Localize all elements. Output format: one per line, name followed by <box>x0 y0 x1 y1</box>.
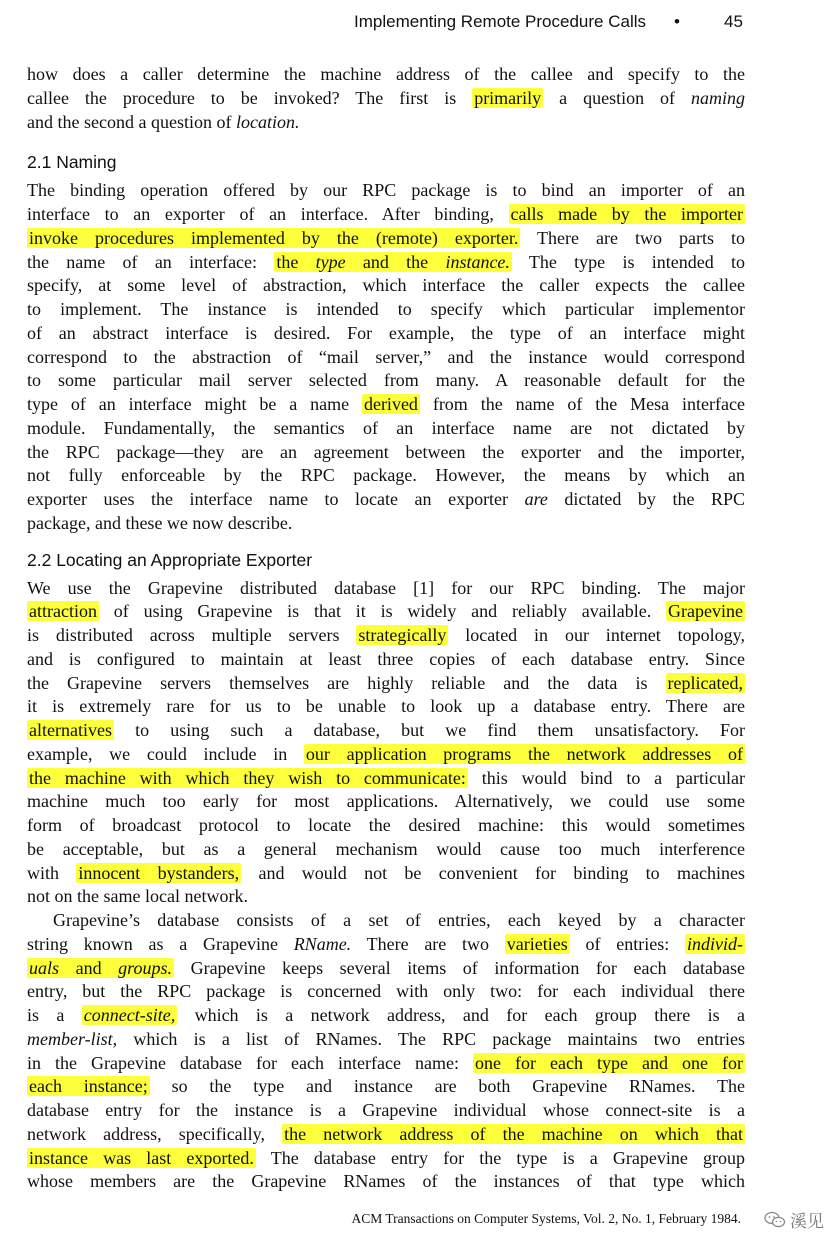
text-run: the <box>276 251 316 272</box>
text-line <box>27 957 745 981</box>
intro-paragraph <box>27 63 745 134</box>
text-run: There are two <box>351 933 505 954</box>
text-line <box>27 1004 745 1028</box>
text-run: with <box>27 862 77 883</box>
text-run: network address, specifically, <box>27 1123 283 1144</box>
text-line <box>27 417 745 441</box>
text-line <box>27 1147 745 1171</box>
text-line <box>27 885 745 909</box>
text-line <box>27 767 745 791</box>
text-run: whose members are the Grapevine RNames of the instances of that type which <box>27 1171 745 1192</box>
text-run: so the type and instance are both Grapevine RNames. The <box>149 1076 745 1097</box>
text-run: The binding operation offered by our RPC package is to bind an importer of an <box>27 180 745 201</box>
text-line <box>27 600 745 624</box>
highlight <box>27 958 174 978</box>
text-line <box>27 933 745 957</box>
text-run: exporter uses the interface name to locate an exporter <box>27 489 525 509</box>
text-line <box>27 251 745 275</box>
text-run: in the Grapevine database for each interface name: <box>27 1052 473 1073</box>
text-run: of an abstract interface is desired. For example, the type of an interface might <box>27 322 745 343</box>
text-run: type of an interface might be a name <box>27 394 362 414</box>
text-run: machine much too early for most applications. Alternatively, we could use some <box>27 791 745 812</box>
text-run: located in our internet topology, <box>448 625 745 645</box>
text-run: specify, at some level of abstraction, which interface the caller expects the callee <box>27 275 745 296</box>
text-line <box>27 1052 745 1076</box>
text-run: a question of <box>543 87 691 108</box>
page-body <box>27 63 745 1194</box>
text-run: and is configured to maintain at least three copies of each database entry. Since <box>27 648 745 669</box>
text-line <box>27 648 745 672</box>
text-run: it is extremely rare for us to be unable to look up a database entry. There are <box>27 696 745 717</box>
text-line <box>27 464 745 488</box>
running-title: Implementing Remote Procedure Calls <box>354 12 646 31</box>
text-line <box>27 488 745 512</box>
highlight: instance was last exported. <box>29 1147 254 1168</box>
text-run: to using such a database, but we find them unsatisfactory. For <box>113 720 745 740</box>
text-run: Grapevine keeps several items of information for each database <box>174 957 745 978</box>
italic-text: location. <box>235 111 300 132</box>
highlight: the machine with which they wish to communicate: <box>29 767 466 788</box>
text-run: not on the same local network. <box>27 886 248 907</box>
text-run: interface to an exporter of an interface. After binding, <box>27 204 509 224</box>
text-run: the Grapevine servers themselves are highly reliable and the data is <box>27 672 666 693</box>
text-run: There are two parts to <box>520 227 745 248</box>
text-line <box>27 441 745 465</box>
text-line <box>27 814 745 838</box>
text-run: and would not be convenient for binding to machines <box>241 862 745 883</box>
text-run: to some particular mail server selected from many. A reasonable default for the <box>27 370 745 391</box>
section-heading-naming: 2.1 Naming <box>27 152 117 173</box>
text-line <box>27 1028 745 1052</box>
text-run: is distributed across multiple servers <box>27 625 357 645</box>
text-line <box>27 624 745 648</box>
text-run: Grapevine’s database consists of a set of entries, each keyed by a character <box>53 910 745 930</box>
text-run: which is a list of RNames. The RPC package maintains two entries <box>117 1028 745 1049</box>
footer-citation: ACM Transactions on Computer Systems, Vol. 2, No. 1, February 1984. <box>351 1211 741 1226</box>
text-run: dictated by the RPC <box>547 489 746 509</box>
text-line <box>27 743 745 767</box>
text-line <box>27 695 745 719</box>
text-run: and the <box>345 251 446 272</box>
text-run: The type is intended to <box>511 251 745 272</box>
text-line <box>27 909 745 933</box>
text-run: the RPC package—they are an agreement between the exporter and the importer, <box>27 441 745 462</box>
text-line <box>27 298 745 322</box>
text-run: string known as a Grapevine <box>27 933 294 954</box>
text-line <box>27 346 745 370</box>
text-line <box>27 1075 745 1099</box>
text-line <box>27 672 745 696</box>
italic-text: groups. <box>118 957 172 978</box>
text-run: which is a network address, and for each group there is a <box>177 1005 745 1025</box>
text-run: the name of an interface: <box>27 251 275 272</box>
text-run: correspond to the abstraction of “mail server,” and the instance would correspond <box>27 346 745 367</box>
highlight: derived <box>363 394 418 414</box>
text-run: example, we could include in <box>27 743 304 764</box>
text-line <box>27 393 745 417</box>
text-run: of entries: <box>569 933 685 954</box>
highlight <box>82 1005 177 1025</box>
italic-text: are <box>524 489 548 509</box>
text-run: form of broadcast protocol to locate the desired machine: this would sometimes <box>27 815 745 835</box>
italic-text: naming <box>691 87 745 108</box>
highlight: the network address of the machine on which that <box>284 1123 743 1144</box>
highlight: Grapevine <box>668 601 743 622</box>
section-heading-locating: 2.2 Locating an Appropriate Exporter <box>27 549 313 570</box>
italic-text: RName. <box>293 933 352 954</box>
text-line <box>27 512 745 536</box>
text-line <box>27 980 745 1004</box>
text-run: The database entry for the type is a Grapevine group <box>255 1147 745 1168</box>
italic-text: uals <box>29 957 60 978</box>
text-line <box>27 179 745 203</box>
running-bullet: • <box>674 12 680 31</box>
text-line <box>27 577 745 601</box>
text-line <box>27 322 745 346</box>
highlight: our application programs the network addresses of <box>305 743 743 764</box>
highlight: attraction <box>29 601 97 622</box>
italic-text: instance. <box>445 251 510 272</box>
text-line <box>27 1170 745 1194</box>
watermark <box>764 1207 824 1232</box>
text-line <box>27 719 745 743</box>
watermark-label: 溪见 <box>790 1212 824 1232</box>
text-line <box>27 87 745 111</box>
highlight: one for each type and one for <box>474 1052 743 1073</box>
locating-paragraph-1 <box>27 577 745 910</box>
text-line <box>27 1099 745 1123</box>
page-number: 45 <box>724 12 743 31</box>
text-run: We use the Grapevine distributed database [1] for our RPC binding. The major <box>27 577 745 598</box>
text-run: package, and these we now describe. <box>27 512 293 533</box>
text-run: not fully enforceable by the RPC package. However, the means by which an <box>27 465 745 486</box>
text-line <box>27 838 745 862</box>
highlight: invoke procedures implemented by the (remote) exporter. <box>29 227 519 248</box>
highlight: replicated, <box>667 672 743 693</box>
text-run: and the second a question of <box>27 111 236 132</box>
highlight: alternatives <box>29 720 112 740</box>
highlight <box>685 934 745 954</box>
text-run: callee the procedure to be invoked? The first is <box>27 87 473 108</box>
text-run: from the name of the Mesa interface <box>419 394 745 414</box>
text-line <box>27 63 745 87</box>
highlight <box>274 252 512 272</box>
wechat-icon <box>764 1211 786 1229</box>
text-line <box>27 369 745 393</box>
text-line <box>27 203 745 227</box>
text-line <box>27 862 745 886</box>
highlight: varieties <box>506 933 568 954</box>
text-run: is a <box>27 1005 82 1025</box>
text-line <box>27 111 745 135</box>
highlight: each instance; <box>29 1076 148 1097</box>
italic-text: member-list, <box>27 1028 118 1049</box>
text-run: be acceptable, but as a general mechanism would cause too much interference <box>27 838 745 859</box>
text-run: module. Fundamentally, the semantics of an interface name are not dictated by <box>27 417 745 438</box>
highlight: calls made by the importer <box>510 204 744 224</box>
locating-paragraph-2 <box>27 909 745 1194</box>
text-line <box>27 274 745 298</box>
italic-text: type <box>315 251 346 272</box>
text-run: this would bind to a particular <box>467 767 745 788</box>
text-run: entry, but the RPC package is concerned with only two: for each individual there <box>27 981 745 1002</box>
highlight: strategically <box>358 625 447 645</box>
naming-paragraph <box>27 179 745 535</box>
text-run: how does a caller determine the machine address of the callee and specify to the <box>27 64 745 84</box>
italic-text: connect-site, <box>83 1005 176 1025</box>
text-run: of using Grapevine is that it is widely and reliably available. <box>98 601 667 622</box>
running-head <box>0 10 834 38</box>
highlight: innocent bystanders, <box>78 862 240 883</box>
highlight: primarily <box>474 87 542 108</box>
italic-text: individ- <box>687 933 743 954</box>
text-run: and <box>59 957 119 978</box>
text-line <box>27 790 745 814</box>
text-run: to implement. The instance is intended to specify which particular implementor <box>27 299 745 319</box>
text-run: database entry for the instance is a Grapevine individual whose connect-site is a <box>27 1100 745 1120</box>
text-line <box>27 227 745 251</box>
text-line <box>27 1123 745 1147</box>
